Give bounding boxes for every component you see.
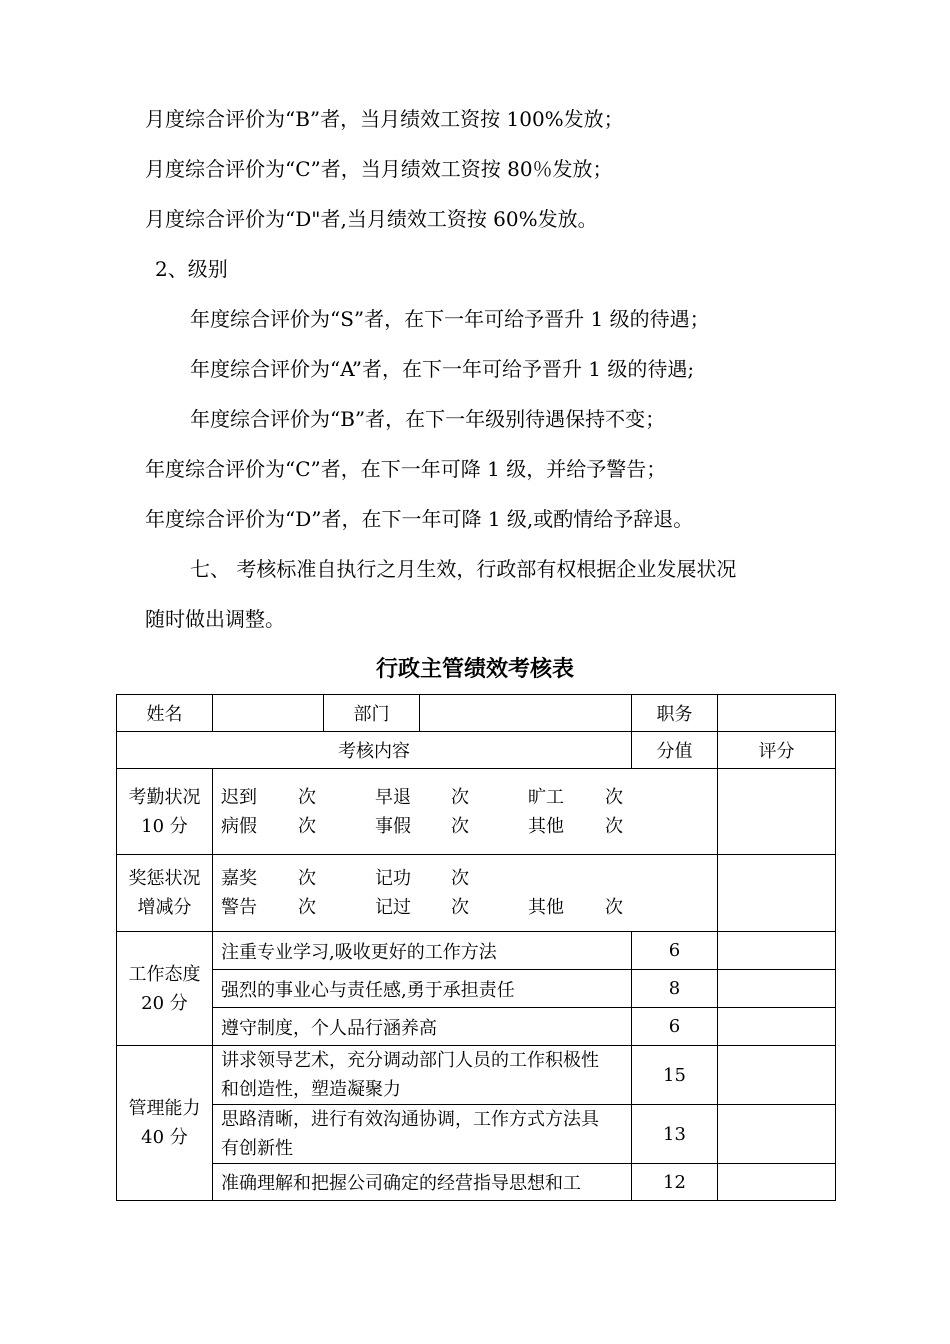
management-item-text [213, 1046, 632, 1105]
name-label: 姓名 [117, 695, 213, 732]
paragraph-annual-a: 年度综合评价为“A”者，在下一年可给予晋升 1 级的待遇; [190, 357, 695, 381]
attendance-row [117, 769, 836, 855]
attendance-unit: 次 [451, 815, 469, 837]
attendance-unit: 次 [298, 786, 316, 808]
management-item-line: 讲求领导艺术，充分调动部门人员的工作积极性 [221, 1050, 599, 1071]
management-item-line: 准确理解和把握公司确定的经营指导思想和工 [221, 1173, 581, 1194]
paragraph-section7-line2: 随时做出调整。 [145, 607, 285, 631]
position-field[interactable] [718, 695, 836, 732]
attitude-score-field[interactable] [718, 970, 836, 1008]
paragraph-annual-c: 年度综合评价为“C”者，在下一年可降 1 级，并给予警告； [145, 457, 667, 481]
attitude-row [117, 1008, 836, 1046]
paragraph-section7-line1: 七、 考核标准自执行之月生效，行政部有权根据企业发展状况 [190, 557, 737, 581]
attendance-item: 其他 [528, 815, 564, 837]
management-item-text [213, 1105, 632, 1164]
attendance-unit: 次 [298, 815, 316, 837]
rewards-item: 记功 [375, 868, 411, 889]
rewards-category [117, 855, 213, 932]
rewards-points: 增减分 [137, 897, 192, 918]
attendance-category-label: 考勤状况 [128, 786, 201, 808]
rewards-category-label: 奖惩状况 [128, 868, 201, 889]
evaluation-table [116, 694, 836, 1201]
attitude-item-value: 6 [632, 1008, 718, 1046]
name-field[interactable] [213, 695, 324, 732]
attendance-score-field[interactable] [718, 769, 836, 855]
paragraph-annual-d: 年度综合评价为“D”者，在下一年可降 1 级,或酌情给予辞退。 [145, 507, 694, 531]
attitude-item-text: 强烈的事业心与责任感,勇于承担责任 [213, 970, 632, 1008]
management-row [117, 1105, 836, 1164]
attendance-item: 事假 [375, 815, 411, 837]
paragraph-annual-s: 年度综合评价为“S”者，在下一年可给予晋升 1 级的待遇； [190, 307, 710, 331]
rewards-unit: 次 [298, 897, 316, 918]
table-title: 行政主管绩效考核表 [375, 657, 574, 682]
management-row [117, 1046, 836, 1105]
management-item-value: 13 [632, 1105, 718, 1164]
attitude-score-field[interactable] [718, 932, 836, 970]
column-header-row [117, 732, 836, 769]
rewards-item: 嘉奖 [221, 868, 257, 889]
attendance-unit: 次 [605, 786, 623, 808]
rewards-row [117, 855, 836, 932]
attendance-points: 10 分 [141, 815, 188, 837]
rewards-unit: 次 [451, 897, 469, 918]
section-heading-level: 2、级别 [155, 257, 228, 281]
attitude-item-value: 6 [632, 932, 718, 970]
attitude-row [117, 932, 836, 970]
attendance-item: 早退 [375, 786, 411, 808]
paragraph-monthly-c: 月度综合评价为“C”者，当月绩效工资按 80％发放； [145, 157, 613, 181]
value-header: 分值 [632, 732, 718, 769]
dept-label: 部门 [324, 695, 420, 732]
management-item-value: 12 [632, 1164, 718, 1201]
content-header: 考核内容 [117, 732, 632, 769]
rewards-unit: 次 [605, 897, 623, 918]
paragraph-monthly-d: 月度综合评价为“D"者,当月绩效工资按 60%发放。 [145, 207, 598, 231]
management-score-field[interactable] [718, 1105, 836, 1164]
rewards-unit: 次 [451, 868, 469, 889]
attitude-item-text: 遵守制度，个人品行涵养高 [213, 1008, 632, 1046]
attendance-item: 旷工 [528, 786, 564, 808]
attendance-item: 病假 [221, 815, 257, 837]
rewards-item: 其他 [528, 897, 564, 918]
management-score-field[interactable] [718, 1164, 836, 1201]
management-item-value: 15 [632, 1046, 718, 1105]
attitude-points: 20 分 [141, 992, 188, 1014]
rewards-item: 记过 [375, 897, 411, 918]
management-category [117, 1046, 213, 1201]
rewards-item: 警告 [221, 897, 257, 918]
management-row [117, 1164, 836, 1201]
attendance-category [117, 769, 213, 855]
header-row [117, 695, 836, 732]
score-header: 评分 [718, 732, 836, 769]
paragraph-monthly-b: 月度综合评价为“B”者，当月绩效工资按 100%发放； [145, 107, 624, 131]
attitude-item-text: 注重专业学习,吸收更好的工作方法 [213, 932, 632, 970]
attendance-unit: 次 [451, 786, 469, 808]
attendance-item: 迟到 [221, 786, 257, 808]
attendance-unit: 次 [605, 815, 623, 837]
management-score-field[interactable] [718, 1046, 836, 1105]
paragraph-annual-b: 年度综合评价为“B”者，在下一年级别待遇保持不变； [190, 407, 666, 431]
attendance-content [213, 769, 718, 855]
rewards-unit: 次 [298, 868, 316, 889]
position-label: 职务 [632, 695, 718, 732]
management-item-line: 有创新性 [221, 1138, 293, 1159]
management-item-text [213, 1164, 632, 1201]
management-item-line: 和创造性，塑造凝聚力 [221, 1079, 401, 1100]
attitude-row [117, 970, 836, 1008]
management-item-line: 思路清晰，进行有效沟通协调，工作方式方法具 [221, 1109, 599, 1130]
dept-field[interactable] [420, 695, 632, 732]
management-category-label: 管理能力 [128, 1098, 201, 1119]
attitude-category [117, 932, 213, 1046]
attitude-category-label: 工作态度 [128, 963, 201, 985]
attitude-item-value: 8 [632, 970, 718, 1008]
management-points: 40 分 [141, 1127, 188, 1148]
rewards-score-field[interactable] [718, 855, 836, 932]
rewards-content [213, 855, 718, 932]
attitude-score-field[interactable] [718, 1008, 836, 1046]
